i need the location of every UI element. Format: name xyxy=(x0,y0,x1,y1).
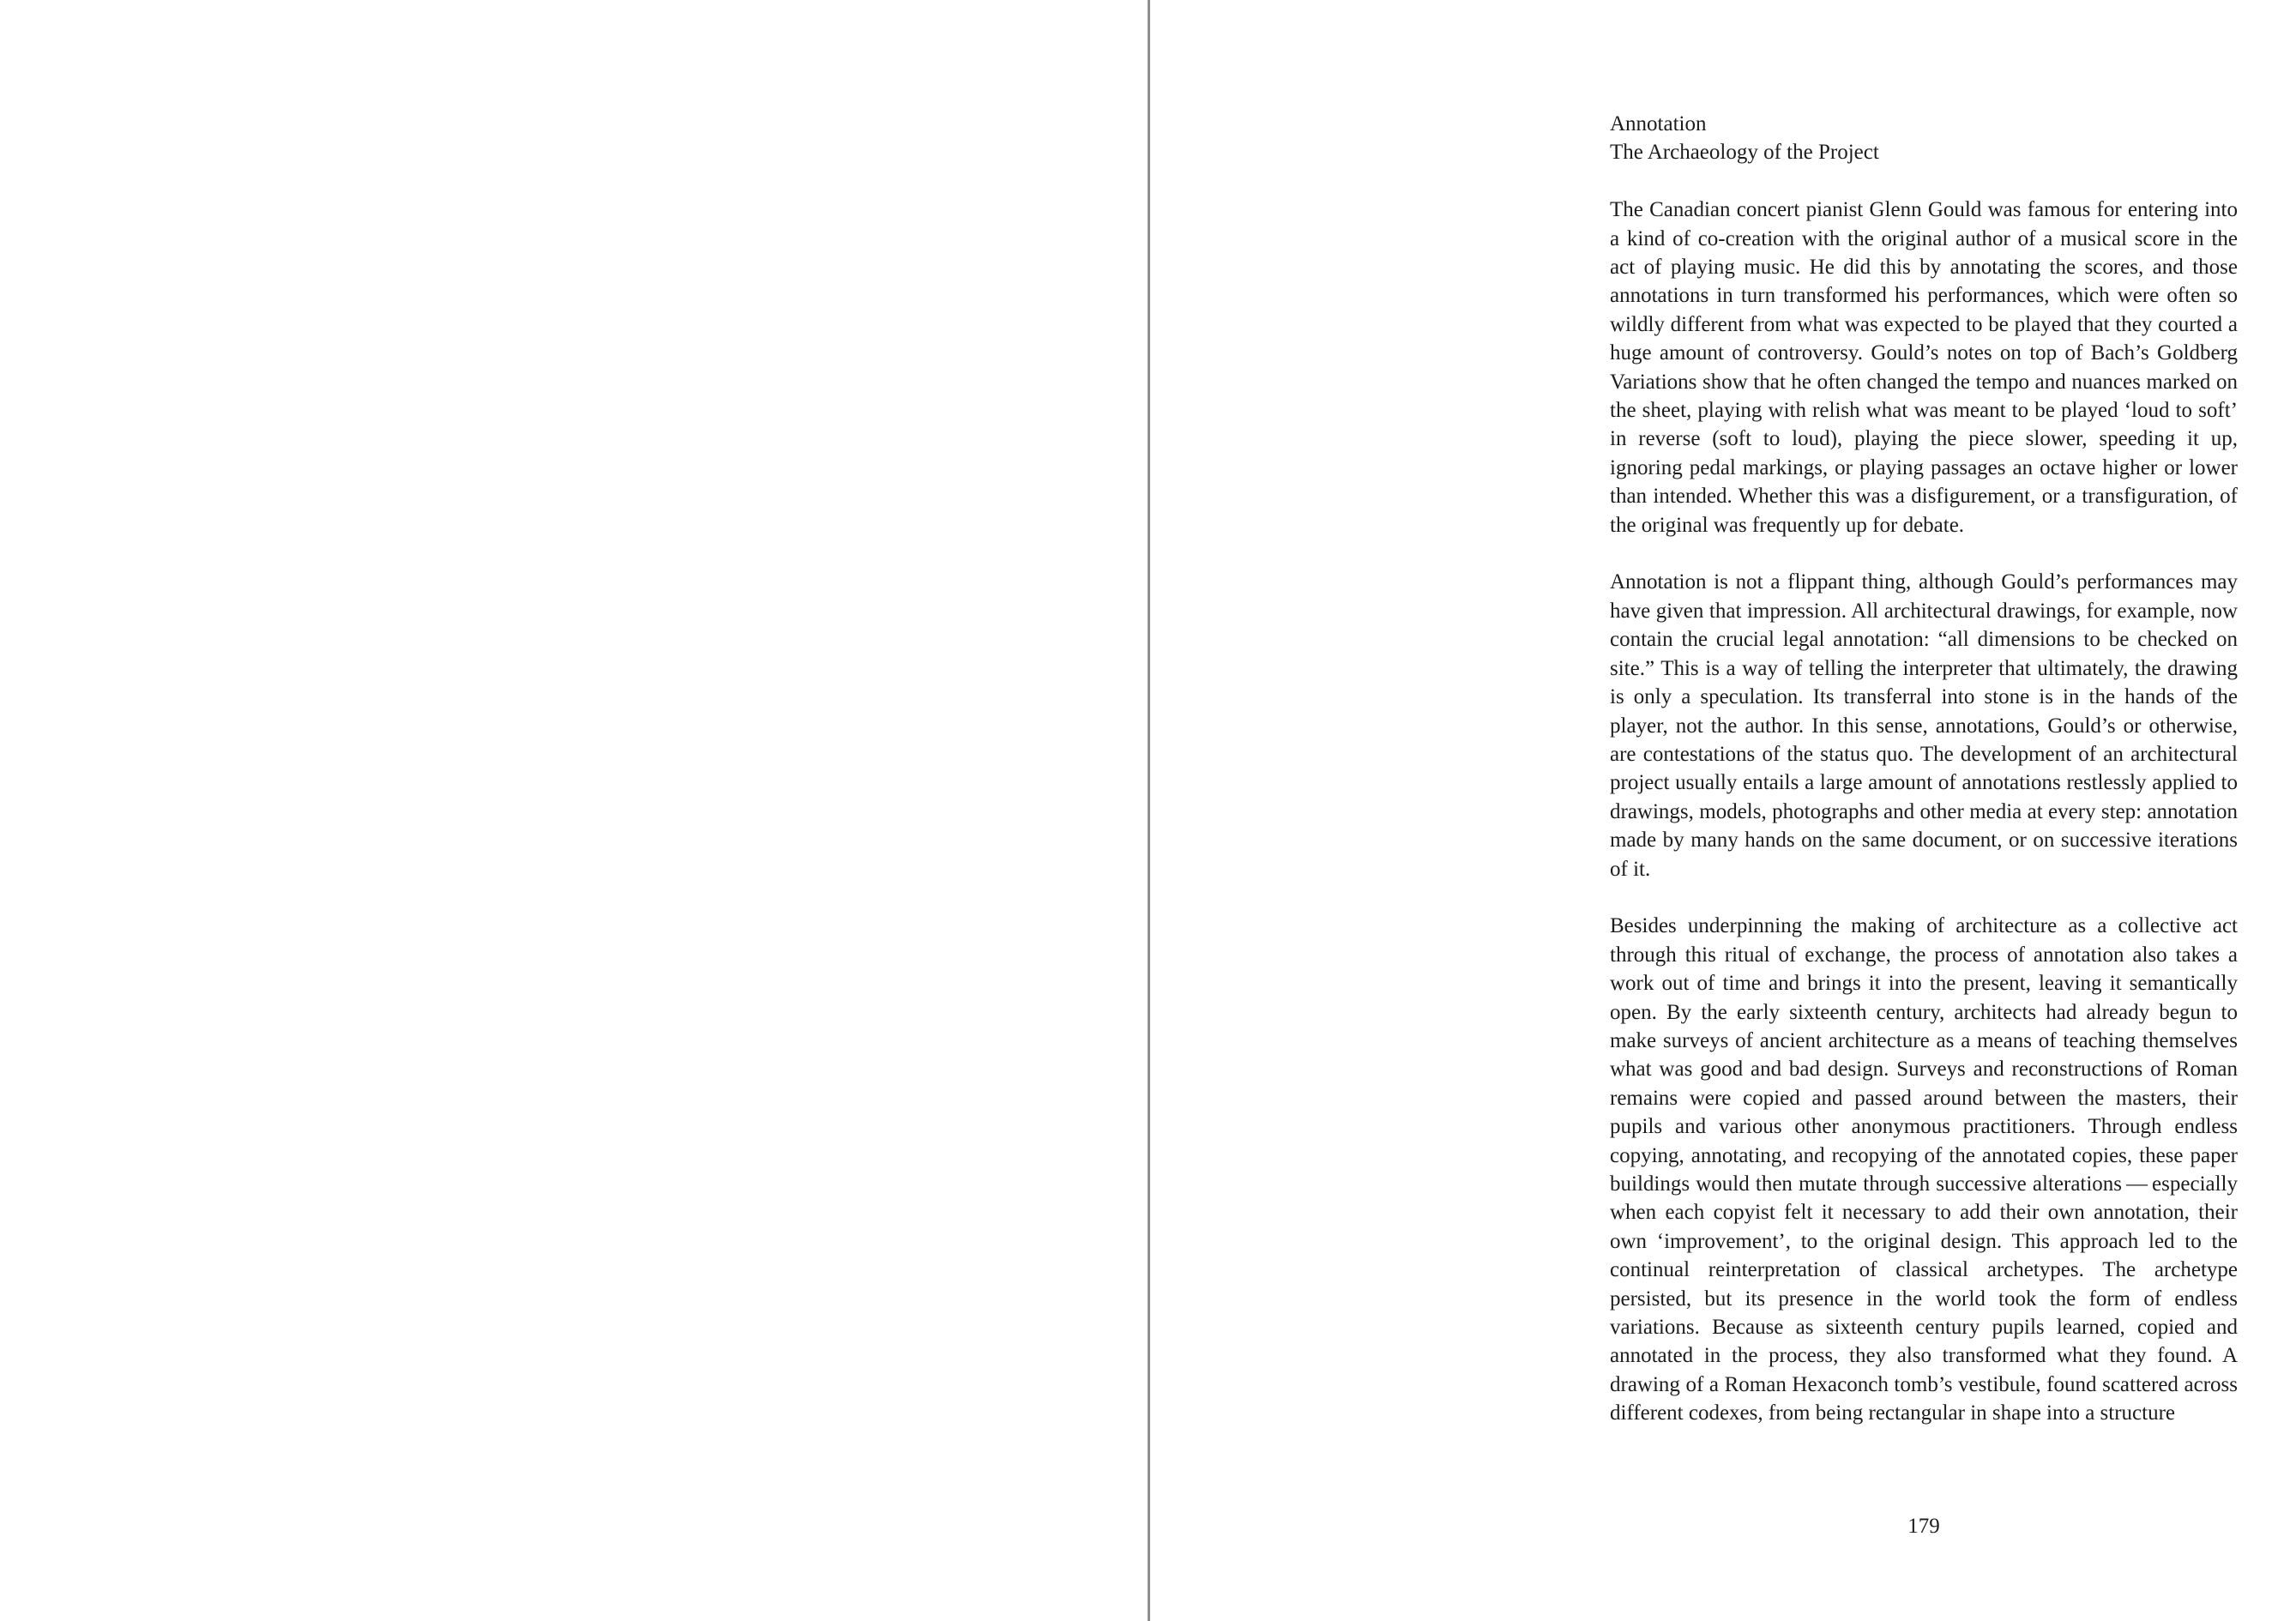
paragraph: Annotation is not a flippant thing, although Gould’s performances may have given that impression. All architectural drawings, for example, now contain the crucial legal annotation: “all dimensions to be checked on site.” This is a way of telling the interpreter that ultimately, the drawing is only a speculation. Its transferral into stone is in the hands of the player, not the author. In this sense, annotations, Gould’s or otherwise, are contestations of the status quo. The development of an architectural project usually entails a large amount of annotations restlessly applied to drawings, models, photographs and other media at every step: annotation made by many hands on the same document, or on successive iterations of it. xyxy=(1610,570,2238,881)
right-page xyxy=(1150,0,2296,1621)
section-heading xyxy=(1610,110,2238,167)
heading-subtitle: The Archaeology of the Project xyxy=(1610,141,1879,165)
page-number: 179 xyxy=(1907,1515,1940,1538)
heading-title: Annotation xyxy=(1610,112,1707,136)
body-text-column xyxy=(1610,110,2238,1428)
paragraph: The Canadian concert pianist Glenn Gould was famous for entering into a kind of co-creation with the original author of a musical score in the act of playing music. He did this by annotating the scores, and those annotations in turn transformed his performances, which were often so wildly different from what was expected to be played that they courted a huge amount of controversy. Gould’s notes on top of Bach’s Goldberg Variations show that he often changed the tempo and nuances marked on the sheet, playing with relish what was meant to be played ‘loud to soft’ in reverse (soft to loud), playing the piece slower, speeding it up, ignoring pedal markings, or playing passages an octave higher or lower than intended. Whether this was a disfigurement, or a transfiguration, of the original was frequently up for debate. xyxy=(1610,198,2238,537)
paragraph: Besides underpinning the making of architecture as a collective act through this ritual of exchange, the process of annotation also takes a work out of time and brings it into the present, leaving it semantically open. By the early sixteenth century, architects had already begun to make surveys of ancient architecture as a means of teaching themselves what was good and bad design. Surveys and reconstructions of Roman remains were copied and passed around between the masters, their pupils and various other anonymous practitioners. Through endless copying, annotating, and recopying of the annotated copies, these paper buildings would then mutate through successive alterations — especially when each copyist felt it necessary to add their own annotation, their own ‘improvement’, to the original design. This approach led to the continual reinterpretation of classical archetypes. The archetype persisted, but its presence in the world took the form of endless variations. Because as sixteenth century pupils learned, copied and annotated in the process, they also transformed what they found. A drawing of a Roman Hexaconch tomb’s vestibule, found scattered across different codexes, from being rectangular in shape into a structure xyxy=(1610,914,2238,1425)
